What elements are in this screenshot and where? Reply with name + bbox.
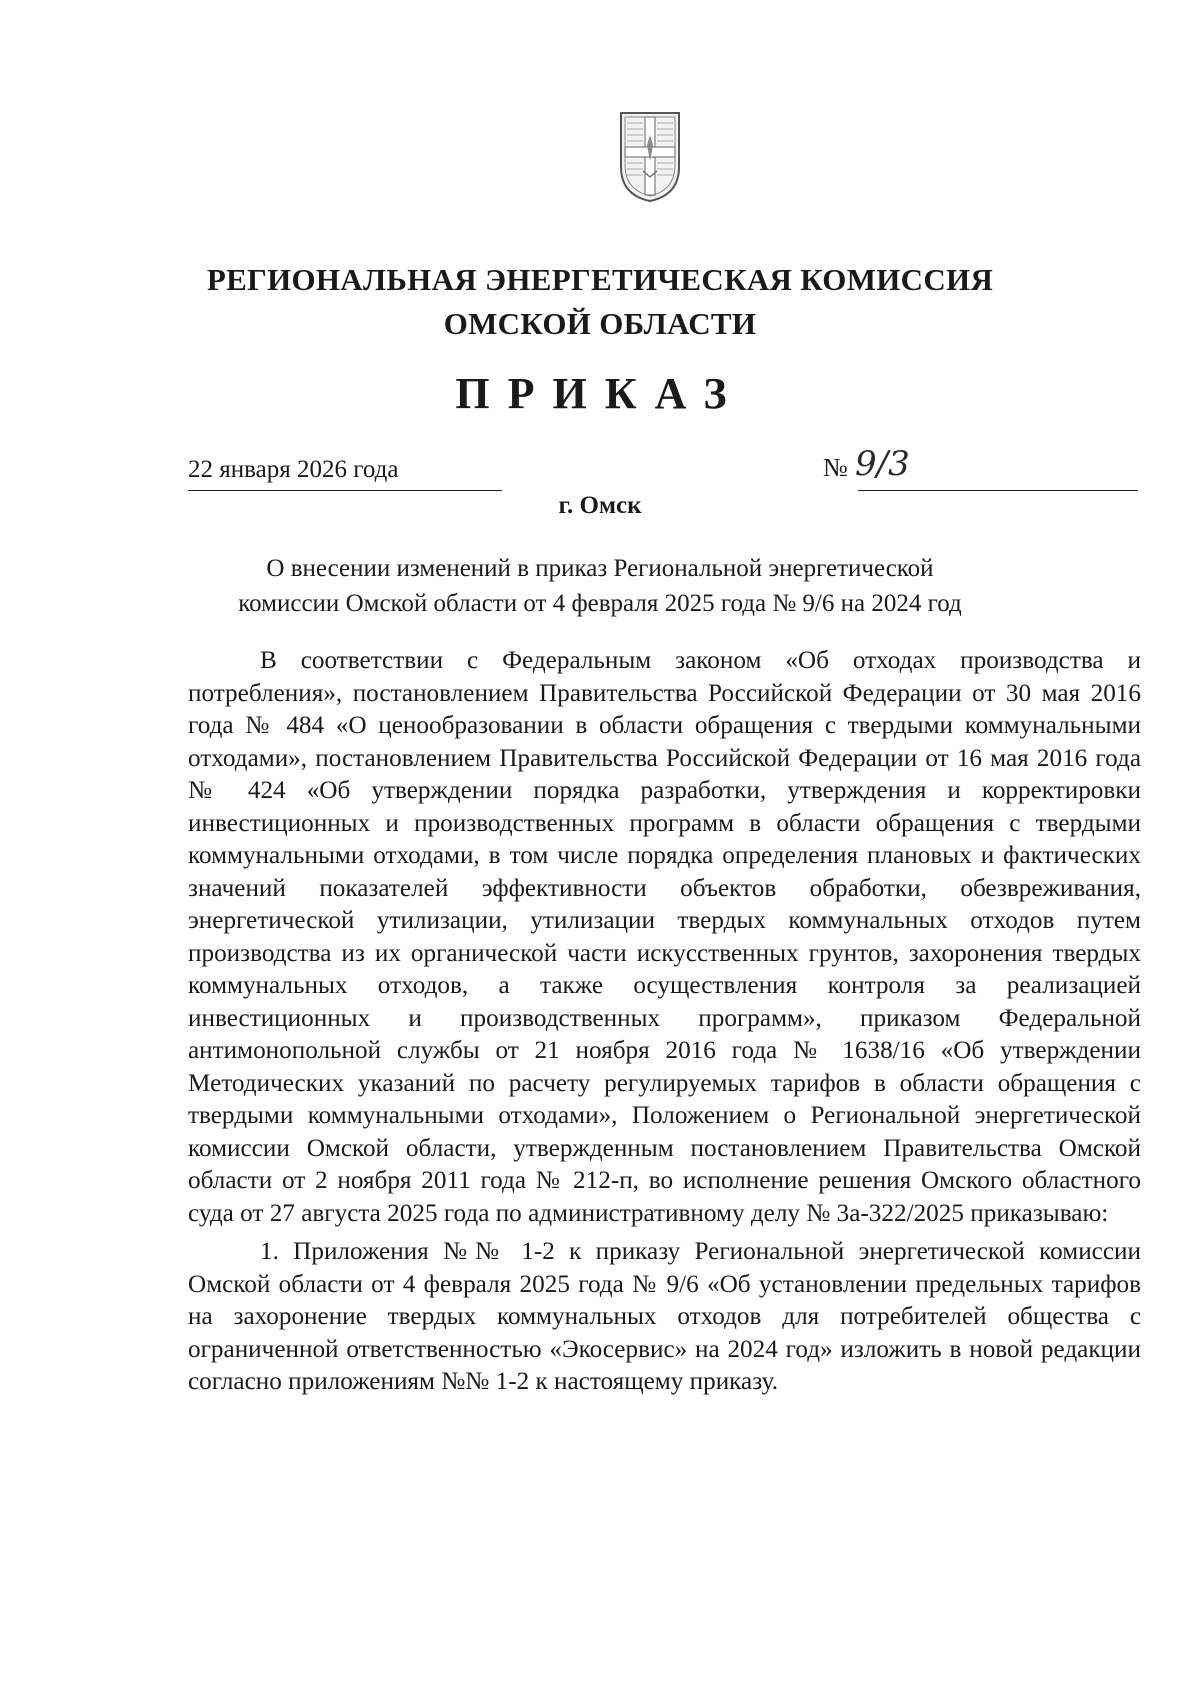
number-underline (858, 490, 1138, 491)
subject-line: комиссии Омской области от 4 февраля 2025 года № 9/6 на 2024 год (238, 590, 962, 617)
document-subject (0, 551, 1200, 621)
order-item-1: 1. Приложения №№ 1-2 к приказу Региональной энергетической комиссии Омской области от 4 февраля 2025 года № 9/6 «Об установлении предельных тарифов на захоронение твердых коммунальных отходов для потребителей общества с ограниченной ответственностью «Экосервис» на 2024 год» изложить в новой редакции согласно приложениям №№ 1-2 к настоящему приказу. (188, 1238, 1141, 1395)
number-label: № (823, 453, 848, 482)
date-underline (188, 490, 502, 491)
document-body (188, 645, 1141, 1399)
coat-of-arms-icon (615, 105, 685, 205)
organization-name: РЕГИОНАЛЬНАЯ ЭНЕРГЕТИЧЕСКАЯ КОМИССИЯ (206, 262, 994, 297)
subject-line: О внесении изменений в приказ Региональной энергетической (266, 555, 934, 582)
organization-region: ОМСКОЙ ОБЛАСТИ (443, 306, 757, 341)
document-type-title: ПРИКАЗ (455, 369, 745, 418)
city: г. Омск (558, 492, 642, 519)
preamble-paragraph: В соответствии с Федеральным законом «Об отходах производства и потребления», постановлением Правительства Российской Федерации от 30 мая 2016 года № 484 «О ценообразовании в области обращения с твердыми коммунальными отходами», постановлением Правительства Российской Федерации от 16 мая 2016 года № 424 «Об утверждении порядка разработки, утверждения и корректировки инвестиционных и производственных программ в области обращения с твердыми коммунальными отходами, в том числе порядка определения плановых и фактических значений показателей эффективности объектов обработки, обезвреживания, энергетической утилизации, утилизации твердых коммунальных отходов путем производства из их органической части искусственных грунтов, захоронения твердых коммунальных отходов, а также осуществления контроля за реализацией инвестиционных и производственных программ», приказом Федеральной антимонопольной службы от 21 ноября 2016 года № 1638/16 «Об утверждении Методических указаний по расчету регулируемых тарифов в области обращения с твердыми коммунальными отходами», Положением о Региональной энергетической комиссии Омской области, утвержденным постановлением Правительства Омской области от 2 ноября 2011 года № 212-п, во исполнение решения Омского областного суда от 27 августа 2025 года по административному делу № 3а-322/2025 приказываю: (188, 647, 1141, 1227)
document-date: 22 января 2026 года (188, 456, 399, 483)
document-number-handwritten: 9/3 (855, 444, 910, 484)
